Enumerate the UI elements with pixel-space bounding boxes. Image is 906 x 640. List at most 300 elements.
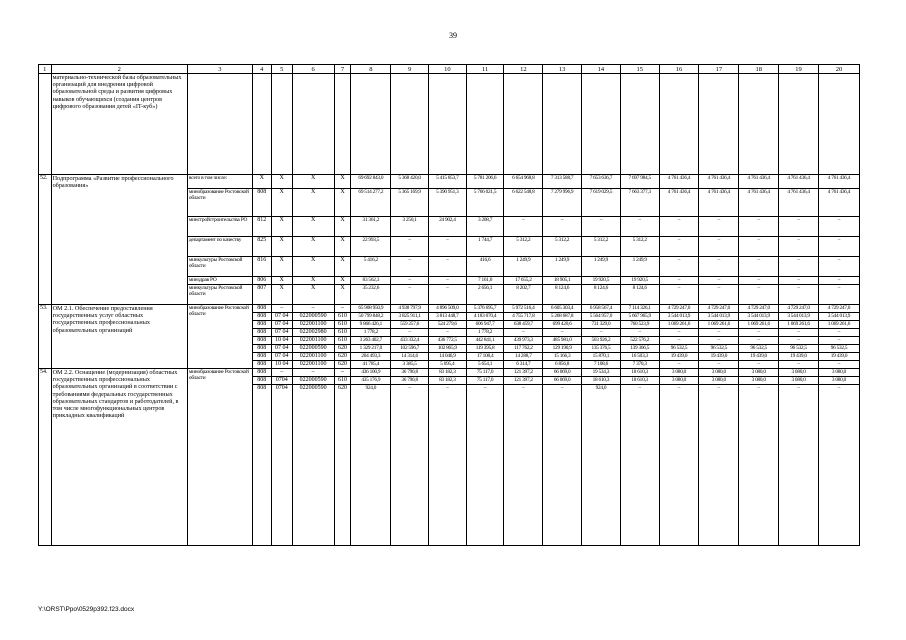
amount-cell: 3 080,0 bbox=[699, 377, 739, 385]
amount-cell: 102 865,9 bbox=[428, 345, 466, 353]
code-cell: 610 bbox=[334, 313, 351, 321]
amount-cell: – bbox=[391, 257, 429, 277]
code-cell: 10 04 bbox=[271, 337, 292, 345]
code-cell: 620 bbox=[334, 353, 351, 361]
code-cell: – bbox=[334, 305, 351, 313]
amount-cell: 1 069 261,6 bbox=[739, 321, 779, 329]
executor-cell: минобразование Ростовской области bbox=[187, 305, 252, 369]
amount-cell: – bbox=[428, 285, 466, 305]
amount-cell: – bbox=[818, 361, 859, 369]
amount-cell: 4 761 436,4 bbox=[739, 189, 779, 217]
code-cell: 610 bbox=[334, 337, 351, 345]
amount-cell: 4 938 797,9 bbox=[391, 305, 429, 313]
amount-cell: 5 312,2 bbox=[582, 237, 621, 257]
code-cell: X bbox=[292, 237, 334, 257]
amount-cell: 433 332,4 bbox=[391, 337, 429, 345]
amount-cell: 19 920,5 bbox=[582, 277, 621, 285]
amount-cell: 4 761 436,4 bbox=[699, 189, 739, 217]
code-cell: 620 bbox=[334, 345, 351, 353]
code-cell: X bbox=[334, 217, 351, 237]
amount-cell: 1 249,9 bbox=[620, 257, 659, 277]
column-header: 2 bbox=[51, 65, 187, 74]
code-cell: 816 bbox=[252, 257, 271, 277]
amount-cell: 503 926,2 bbox=[582, 337, 621, 345]
amount-cell: 6 958 567,4 bbox=[582, 305, 621, 313]
row-number bbox=[39, 74, 52, 175]
amount-cell: 1 249,9 bbox=[504, 257, 543, 277]
amount-cell: 1 778,2 bbox=[351, 329, 391, 337]
amount-cell: 559 257,6 bbox=[391, 321, 429, 329]
amount-cell: 5 376 695,7 bbox=[466, 305, 504, 313]
code-cell: X bbox=[334, 285, 351, 305]
amount-cell: – bbox=[739, 361, 779, 369]
column-header: 9 bbox=[391, 65, 429, 74]
table-cell bbox=[504, 74, 543, 175]
table-cell bbox=[818, 74, 859, 175]
amount-cell: 5 972 516,4 bbox=[504, 305, 543, 313]
executor-cell: минкультуры Ростовской области bbox=[187, 257, 252, 277]
amount-cell: – bbox=[699, 237, 739, 257]
table-cell bbox=[699, 74, 739, 175]
amount-cell: 204 493,3 bbox=[351, 353, 391, 361]
amount-cell: 66 069,0 bbox=[543, 377, 582, 385]
table-cell bbox=[779, 74, 819, 175]
code-cell: 808 bbox=[252, 305, 271, 313]
column-header: 5 bbox=[271, 65, 292, 74]
amount-cell: – bbox=[659, 329, 699, 337]
amount-cell: – bbox=[659, 285, 699, 305]
amount-cell: 6 856,8 bbox=[543, 361, 582, 369]
amount-cell: – bbox=[779, 285, 819, 305]
code-cell: X bbox=[292, 277, 334, 285]
amount-cell: 924,0 bbox=[351, 385, 391, 546]
amount-cell: – bbox=[428, 277, 466, 285]
amount-cell: 5 667 965,9 bbox=[620, 313, 659, 321]
amount-cell: – bbox=[779, 217, 819, 237]
amount-cell: 96 532,5 bbox=[659, 345, 699, 353]
amount-cell: 522 576,2 bbox=[620, 337, 659, 345]
amount-cell: 3 544 013,9 bbox=[699, 313, 739, 321]
amount-cell: – bbox=[818, 285, 859, 305]
amount-cell: 4 761 436,4 bbox=[818, 189, 859, 217]
amount-cell: 7 313 588,7 bbox=[543, 175, 582, 189]
code-cell: 610 bbox=[334, 329, 351, 337]
code-cell: 022001100 bbox=[292, 337, 334, 345]
amount-cell: 119 395,8 bbox=[466, 345, 504, 353]
code-cell: 808 bbox=[252, 321, 271, 329]
amount-cell: – bbox=[391, 285, 429, 305]
amount-cell: 699 420,6 bbox=[543, 321, 582, 329]
amount-cell: 18 610,3 bbox=[620, 377, 659, 385]
amount-cell: 5 390 951,3 bbox=[428, 189, 466, 217]
amount-cell: 3 080,0 bbox=[699, 369, 739, 377]
column-header: 17 bbox=[699, 65, 739, 74]
code-cell: – bbox=[292, 369, 334, 377]
amount-cell: 4 896 509,0 bbox=[428, 305, 466, 313]
amount-cell: – bbox=[779, 257, 819, 277]
amount-cell: 3 263 402,7 bbox=[351, 337, 391, 345]
amount-cell: 5 312,2 bbox=[620, 237, 659, 257]
amount-cell: – bbox=[818, 217, 859, 237]
amount-cell: 5 312,2 bbox=[543, 237, 582, 257]
column-header: 15 bbox=[620, 65, 659, 74]
amount-cell: 3 544 013,9 bbox=[739, 313, 779, 321]
amount-cell: 18 905,1 bbox=[543, 277, 582, 285]
code-cell: 808 bbox=[252, 329, 271, 337]
code-cell: X bbox=[292, 189, 334, 217]
amount-cell: 3 080,0 bbox=[779, 369, 819, 377]
amount-cell: 17 108,4 bbox=[466, 353, 504, 361]
column-header: 10 bbox=[428, 65, 466, 74]
amount-cell: 485 981,0 bbox=[543, 337, 582, 345]
executor-cell: минстройстроительства РО bbox=[187, 217, 252, 237]
code-cell: 808 bbox=[252, 353, 271, 361]
amount-cell: 31 361,2 bbox=[351, 217, 391, 237]
amount-cell: 8 202,7 bbox=[504, 285, 543, 305]
amount-cell: 3 208,7 bbox=[466, 217, 504, 237]
amount-cell: 83 182,3 bbox=[428, 377, 466, 385]
measure-name: ОМ 2.1. Обеспечение предоставления государственных услуг областных государственных профессиональных образовательных организаций bbox=[51, 305, 187, 369]
amount-cell: – bbox=[818, 329, 859, 337]
code-cell: 07 04 bbox=[271, 321, 292, 329]
amount-cell: 435 176,9 bbox=[351, 377, 391, 385]
table-cell bbox=[428, 74, 466, 175]
amount-cell: 8 124,6 bbox=[620, 285, 659, 305]
code-cell: 808 bbox=[252, 377, 271, 385]
code-cell: X bbox=[271, 277, 292, 285]
code-cell: 07 04 bbox=[271, 345, 292, 353]
amount-cell: 4 761 436,4 bbox=[659, 189, 699, 217]
amount-cell: 4 761 436,4 bbox=[659, 175, 699, 189]
amount-cell: 442 841,1 bbox=[466, 337, 504, 345]
amount-cell: 1 069 261,6 bbox=[779, 321, 819, 329]
amount-cell: – bbox=[739, 285, 779, 305]
row-number: 52. bbox=[39, 175, 52, 305]
amount-cell: 69 692 843,0 bbox=[351, 175, 391, 189]
code-cell: 812 bbox=[252, 217, 271, 237]
amount-cell: 5 368 420,0 bbox=[391, 175, 429, 189]
amount-cell: 7 697 984,5 bbox=[620, 175, 659, 189]
amount-cell: 65 908 950,9 bbox=[351, 305, 391, 313]
amount-cell: – bbox=[739, 277, 779, 285]
table-cell bbox=[334, 74, 351, 175]
amount-cell: 18 610,3 bbox=[620, 369, 659, 377]
continuation-row bbox=[39, 74, 860, 175]
amount-cell: 1 778,2 bbox=[466, 329, 504, 337]
amount-cell: 3 080,0 bbox=[779, 377, 819, 385]
table-cell bbox=[739, 74, 779, 175]
code-cell: X bbox=[334, 189, 351, 217]
code-cell: 022001100 bbox=[292, 361, 334, 369]
code-cell: 07 04 bbox=[271, 313, 292, 321]
amount-cell: 36 790,8 bbox=[391, 369, 429, 377]
amount-cell: – bbox=[659, 217, 699, 237]
amount-cell: 4 729 247,0 bbox=[659, 305, 699, 313]
amount-cell: – bbox=[543, 217, 582, 237]
amount-cell: 139 366,5 bbox=[620, 345, 659, 353]
code-cell: X bbox=[271, 175, 292, 189]
amount-cell: 14 046,9 bbox=[428, 353, 466, 361]
amount-cell: – bbox=[659, 361, 699, 369]
code-cell: X bbox=[271, 237, 292, 257]
amount-cell: 14 288,7 bbox=[504, 353, 543, 361]
amount-cell: – bbox=[818, 385, 859, 546]
amount-cell: 606 947,7 bbox=[466, 321, 504, 329]
amount-cell: – bbox=[391, 277, 429, 285]
amount-cell: 5 415 853,7 bbox=[428, 175, 466, 189]
amount-cell: 8 124,6 bbox=[543, 285, 582, 305]
code-cell: X bbox=[292, 257, 334, 277]
amount-cell: 83 182,3 bbox=[428, 369, 466, 377]
amount-cell: – bbox=[659, 337, 699, 345]
code-cell: 825 bbox=[252, 237, 271, 257]
amount-cell: 7 619 029,5 bbox=[582, 189, 621, 217]
executor-cell: минкультуры Ростовской области bbox=[187, 285, 252, 305]
code-cell: 610 bbox=[334, 377, 351, 385]
measure-name: материально-технической базы образовательных организаций для внедрения цифровой образовательной среды и развития цифровых навыков обучающихся (создания центров цифрового образования детей «IT-куб») bbox=[51, 74, 187, 175]
table-cell bbox=[659, 74, 699, 175]
amount-cell: 416,6 bbox=[466, 257, 504, 277]
table-cell bbox=[543, 74, 582, 175]
amount-cell: – bbox=[620, 329, 659, 337]
amount-cell: 3 080,0 bbox=[818, 377, 859, 385]
code-cell: 808 bbox=[252, 313, 271, 321]
amount-cell: – bbox=[582, 217, 621, 237]
amount-cell: 3 825 911,1 bbox=[391, 313, 429, 321]
code-cell: 022000590 bbox=[292, 345, 334, 353]
code-cell: 806 bbox=[252, 277, 271, 285]
table-row bbox=[39, 175, 860, 189]
amount-cell: – bbox=[428, 257, 466, 277]
amount-cell: – bbox=[699, 385, 739, 546]
measure-name: Подпрограмма «Развитие профессионального образования» bbox=[51, 175, 187, 305]
amount-cell: 638 459,7 bbox=[504, 321, 543, 329]
amount-cell: 5 416,2 bbox=[351, 257, 391, 277]
amount-cell: 5 781 206,6 bbox=[466, 175, 504, 189]
table-cell bbox=[271, 74, 292, 175]
table-row bbox=[39, 369, 860, 377]
code-cell: – bbox=[271, 305, 292, 313]
code-cell: X bbox=[292, 217, 334, 237]
amount-cell: 17 655,2 bbox=[504, 277, 543, 285]
code-cell: 808 bbox=[252, 361, 271, 369]
table-cell bbox=[351, 74, 391, 175]
executor-cell: всего в том числе: bbox=[187, 175, 252, 189]
amount-cell: – bbox=[739, 237, 779, 257]
code-cell: 07 04 bbox=[271, 329, 292, 337]
amount-cell: 4 729 247,0 bbox=[739, 305, 779, 313]
measure-name: ОМ 2.2. Оснащение (модернизация) областных государственных профессиональных образовательных организаций в соответствии с требованиями федеральных государственных образовательных стандартов и работодателей, в том числе многофункциональных центров прикладных квалификаций bbox=[51, 369, 187, 546]
amount-cell: – bbox=[391, 329, 429, 337]
code-cell: 620 bbox=[334, 361, 351, 369]
amount-cell: 4 761 436,4 bbox=[699, 175, 739, 189]
amount-cell: 5 365 169,9 bbox=[391, 189, 429, 217]
amount-cell: 5 654,1 bbox=[466, 361, 504, 369]
amount-cell: 1 069 261,6 bbox=[699, 321, 739, 329]
table-cell bbox=[466, 74, 504, 175]
amount-cell: – bbox=[779, 277, 819, 285]
amount-cell: 16 503,3 bbox=[620, 353, 659, 361]
amount-cell: 19 439,0 bbox=[659, 353, 699, 361]
table-cell bbox=[187, 74, 252, 175]
amount-cell: 3 813 448,7 bbox=[428, 313, 466, 321]
amount-cell: – bbox=[391, 237, 429, 257]
amount-cell: – bbox=[620, 217, 659, 237]
column-header: 19 bbox=[779, 65, 819, 74]
column-header: 6 bbox=[292, 65, 334, 74]
column-header: 7 bbox=[334, 65, 351, 74]
amount-cell: – bbox=[699, 337, 739, 345]
amount-cell: 7 161,0 bbox=[466, 277, 504, 285]
executor-cell: минобразование Ростовской области bbox=[187, 189, 252, 217]
amount-cell: – bbox=[504, 217, 543, 237]
amount-cell: – bbox=[466, 385, 504, 546]
code-cell: 07 04 bbox=[271, 353, 292, 361]
code-cell: X bbox=[292, 175, 334, 189]
amount-cell: 129 190,9 bbox=[543, 345, 582, 353]
amount-cell: – bbox=[504, 385, 543, 546]
column-header: 13 bbox=[543, 65, 582, 74]
amount-cell: 6 654 968,8 bbox=[504, 175, 543, 189]
amount-cell: 7 114 326,1 bbox=[620, 305, 659, 313]
amount-cell: – bbox=[699, 217, 739, 237]
amount-cell: 1 249,9 bbox=[582, 257, 621, 277]
column-header: 14 bbox=[582, 65, 621, 74]
amount-cell: 7 279 996,9 bbox=[543, 189, 582, 217]
code-cell: 620 bbox=[334, 385, 351, 546]
amount-cell: 5 312,2 bbox=[504, 237, 543, 257]
amount-cell: – bbox=[428, 385, 466, 546]
code-cell: – bbox=[334, 369, 351, 377]
amount-cell: – bbox=[818, 337, 859, 345]
code-cell: X bbox=[334, 277, 351, 285]
amount-cell: – bbox=[582, 329, 621, 337]
page-number: 39 bbox=[449, 31, 457, 40]
executor-cell: минобразование Ростовской области bbox=[187, 369, 252, 546]
amount-cell: 4 729 247,0 bbox=[818, 305, 859, 313]
amount-cell: 3 544 013,9 bbox=[779, 313, 819, 321]
amount-cell: 3 080,0 bbox=[818, 369, 859, 377]
amount-cell: – bbox=[620, 385, 659, 546]
file-path-footer: Y:\ORST\Ppo\0529p392.f23.docx bbox=[38, 606, 135, 613]
amount-cell: 3 080,0 bbox=[659, 377, 699, 385]
amount-cell: 731 329,0 bbox=[582, 321, 621, 329]
column-header: 4 bbox=[252, 65, 271, 74]
code-cell: 022001100 bbox=[292, 353, 334, 361]
code-cell: X bbox=[271, 189, 292, 217]
amount-cell: 121 397,2 bbox=[504, 377, 543, 385]
code-cell: 0704 bbox=[271, 385, 292, 546]
amount-cell: 22 993,5 bbox=[351, 237, 391, 257]
amount-cell: 15 870,1 bbox=[582, 353, 621, 361]
code-cell: 10 04 bbox=[271, 361, 292, 369]
code-cell: X bbox=[292, 285, 334, 305]
amount-cell: 439 973,3 bbox=[504, 337, 543, 345]
amount-cell: 4 761 436,4 bbox=[818, 175, 859, 189]
amount-cell: 5 268 687,8 bbox=[543, 313, 582, 321]
amount-cell: – bbox=[818, 257, 859, 277]
amount-cell: 7 108,6 bbox=[582, 361, 621, 369]
amount-cell: 19 439,0 bbox=[818, 353, 859, 361]
table-cell bbox=[620, 74, 659, 175]
amount-cell: 83 562,3 bbox=[351, 277, 391, 285]
amount-cell: 3 544 013,9 bbox=[659, 313, 699, 321]
row-number: 53. bbox=[39, 305, 52, 369]
code-cell: 610 bbox=[334, 321, 351, 329]
amount-cell: 9 866 426,1 bbox=[351, 321, 391, 329]
amount-cell: – bbox=[659, 257, 699, 277]
code-cell: X bbox=[271, 285, 292, 305]
column-header: 1 bbox=[39, 65, 52, 74]
amount-cell: – bbox=[659, 277, 699, 285]
amount-cell: 96 532,5 bbox=[818, 345, 859, 353]
amount-cell: 3 250,1 bbox=[391, 217, 429, 237]
amount-cell: 96 532,5 bbox=[739, 345, 779, 353]
amount-cell: – bbox=[779, 385, 819, 546]
amount-cell: – bbox=[739, 385, 779, 546]
table-cell bbox=[391, 74, 429, 175]
amount-cell: 1 249,9 bbox=[543, 257, 582, 277]
amount-cell: 96 532,5 bbox=[779, 345, 819, 353]
code-cell: 022000590 bbox=[292, 313, 334, 321]
amount-cell: 35 232,6 bbox=[351, 285, 391, 305]
amount-cell: 1 069 261,6 bbox=[659, 321, 699, 329]
amount-cell: – bbox=[739, 329, 779, 337]
code-cell: X bbox=[334, 175, 351, 189]
amount-cell: 41 785,4 bbox=[351, 361, 391, 369]
amount-cell: – bbox=[699, 257, 739, 277]
amount-cell: 96 532,5 bbox=[699, 345, 739, 353]
code-cell: 022000590 bbox=[292, 385, 334, 546]
amount-cell: 19 439,0 bbox=[699, 353, 739, 361]
code-cell: 807 bbox=[252, 285, 271, 305]
amount-cell: 3 080,0 bbox=[739, 377, 779, 385]
amount-cell: 8 124,6 bbox=[582, 285, 621, 305]
code-cell: X bbox=[271, 257, 292, 277]
table-cell bbox=[252, 74, 271, 175]
amount-cell: 4 761 436,4 bbox=[739, 175, 779, 189]
amount-cell: – bbox=[699, 361, 739, 369]
executor-cell: департамент по качеству bbox=[187, 237, 252, 257]
code-cell: 808 bbox=[252, 345, 271, 353]
amount-cell: 6 605 303,4 bbox=[543, 305, 582, 313]
amount-cell: 436 100,9 bbox=[351, 369, 391, 377]
amount-cell: 18 610,3 bbox=[582, 377, 621, 385]
amount-cell: – bbox=[428, 237, 466, 257]
amount-cell: – bbox=[391, 385, 429, 546]
amount-cell: – bbox=[818, 237, 859, 257]
amount-cell: – bbox=[779, 361, 819, 369]
amount-cell: 924,0 bbox=[582, 385, 621, 546]
amount-cell: 5 766 021,5 bbox=[466, 189, 504, 217]
code-cell: X bbox=[271, 217, 292, 237]
code-cell: 0704 bbox=[271, 377, 292, 385]
amount-cell: 1 329 217,0 bbox=[351, 345, 391, 353]
code-cell: 022000590 bbox=[292, 377, 334, 385]
amount-cell: 121 397,2 bbox=[504, 369, 543, 377]
column-header: 20 bbox=[818, 65, 859, 74]
amount-cell: – bbox=[699, 285, 739, 305]
code-cell: 022002980 bbox=[292, 329, 334, 337]
code-cell: X bbox=[334, 257, 351, 277]
amount-cell: 7 653 636,7 bbox=[582, 175, 621, 189]
column-header: 8 bbox=[351, 65, 391, 74]
code-cell: X bbox=[334, 237, 351, 257]
amount-cell: 524 279,6 bbox=[428, 321, 466, 329]
amount-cell: 19 920,5 bbox=[620, 277, 659, 285]
amount-cell: 135 376,5 bbox=[582, 345, 621, 353]
program-funding-table bbox=[38, 64, 860, 546]
